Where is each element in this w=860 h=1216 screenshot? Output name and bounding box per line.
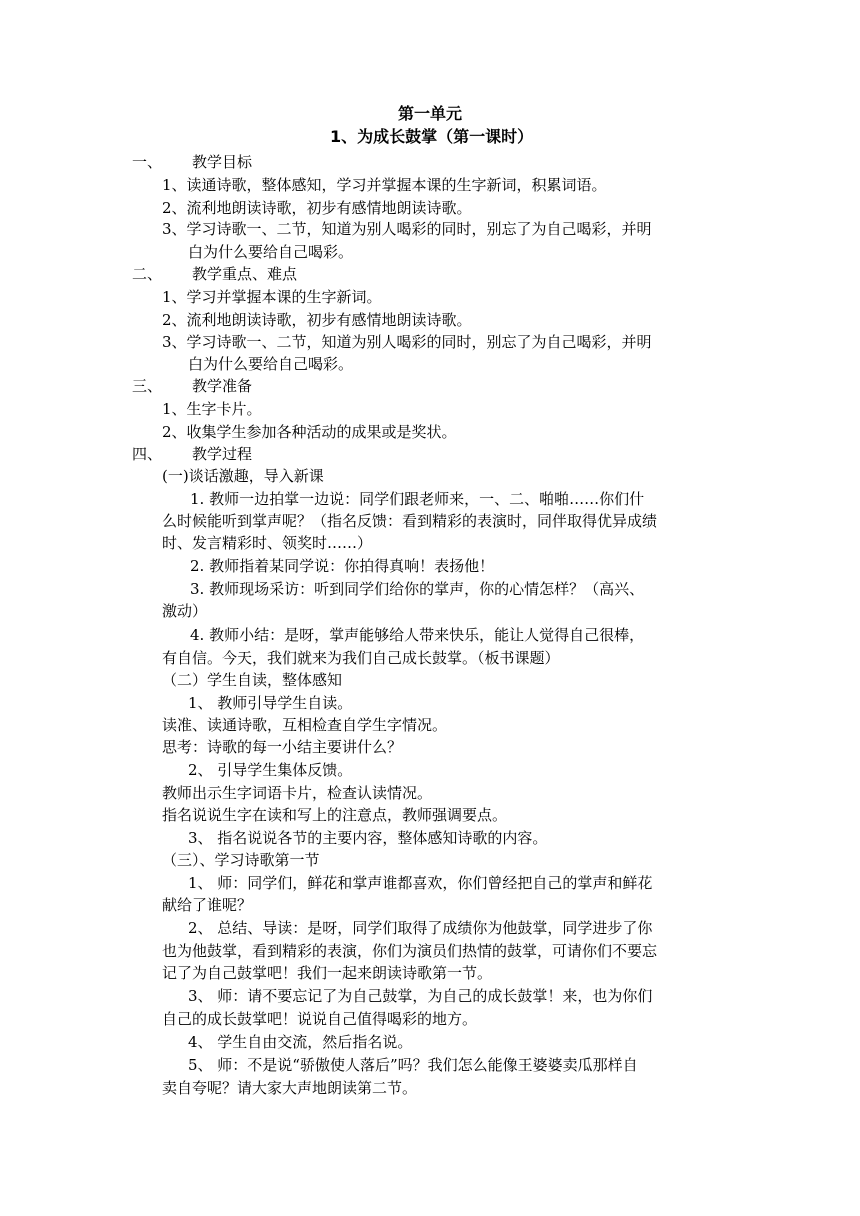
text-line: 3、 师：请不要忘记了为自己鼓掌，为自己的成长鼓掌！来，也为你们: [188, 987, 653, 1005]
text-line: 2、 引导学生集体反馈。: [188, 761, 353, 779]
text-line: 5、 师：不是说“骄傲使人落后”吗？我们怎么能像王婆婆卖瓜那样自: [188, 1056, 638, 1074]
section-heading-process: [132, 444, 252, 464]
text-line: 激动）: [162, 602, 208, 620]
text-line: 卖自夸呢？请大家大声地朗读第二节。: [162, 1079, 418, 1097]
text-line: 么时候能听到掌声呢？（指名反馈：看到精彩的表演时，同伴取得优异成绩: [162, 512, 658, 530]
text-line: 有自信。今天，我们就来为我们自己成长鼓掌。（板书课题）: [162, 649, 560, 667]
subheading: (一)谈话激趣，导入新课: [162, 467, 324, 485]
text-line: 也为他鼓掌，看到精彩的表演，你们为演员们热情的鼓掌，可请你们不要忘: [162, 942, 658, 960]
text-line: 2、收集学生参加各种活动的成果或是奖状。: [162, 423, 457, 441]
text-line: 思考：诗歌的每一小结主要讲什么？: [162, 738, 403, 756]
section-heading-key-points: [132, 264, 297, 284]
text-line: 2、流利地朗读诗歌，初步有感情地朗读诗歌。: [162, 199, 472, 217]
section-title: 教学过程: [192, 445, 253, 463]
section-title: 教学重点、难点: [192, 265, 298, 283]
subheading: （三）、学习诗歌第一节: [162, 851, 320, 869]
text-line: 2、 总结、导读：是呀，同学们取得了成绩你为他鼓掌，同学进步了你: [188, 919, 653, 937]
section-title: 教学目标: [192, 153, 253, 171]
text-line: 2、流利地朗读诗歌，初步有感情地朗读诗歌。: [162, 311, 472, 329]
subheading: （二）学生自读，整体感知: [162, 671, 343, 689]
text-line: 1、 教师引导学生自读。: [188, 694, 353, 712]
text-line: 1. 教师一边拍掌一边说：同学们跟老师来，一、二、啪啪……你们什: [190, 490, 645, 508]
text-line: 记了为自己鼓掌吧！我们一起来朗读诗歌第一节。: [162, 964, 493, 982]
section-heading-preparation: [132, 376, 252, 396]
section-heading-goals: [132, 152, 252, 172]
text-line: 教师出示生字词语卡片，检查认读情况。: [162, 784, 433, 802]
lesson-title: 1、为成长鼓掌（第一课时）: [330, 127, 534, 146]
text-line: 1、 师：同学们，鲜花和掌声谁都喜欢，你们曾经把自己的掌声和鲜花: [188, 874, 653, 892]
text-line: 白为什么要给自己喝彩。: [188, 355, 354, 373]
text-line: 4、 学生自由交流，然后指名说。: [188, 1033, 413, 1051]
section-number: 二、: [132, 265, 163, 283]
section-number: 四、: [132, 445, 163, 463]
text-line: 时、发言精彩时、领奖时……）: [162, 534, 373, 552]
text-line: 白为什么要给自己喝彩。: [188, 243, 354, 261]
text-line: 献给了谁呢？: [162, 896, 253, 914]
section-title: 教学准备: [192, 377, 253, 395]
section-number: 一、: [132, 153, 163, 171]
text-line: 1、生字卡片。: [162, 400, 262, 418]
text-line: 1、学习并掌握本课的生字新词。: [162, 288, 382, 306]
text-line: 3、学习诗歌一、二节，知道为别人喝彩的同时，别忘了为自己喝彩，并明: [162, 333, 652, 351]
text-line: 自己的成长鼓掌吧！说说自己值得喝彩的地方。: [162, 1010, 478, 1028]
text-line: 3. 教师现场采访：听到同学们给你的掌声，你的心情怎样？（高兴、: [190, 580, 645, 598]
unit-title: 第一单元: [398, 104, 463, 123]
text-line: 3、学习诗歌一、二节，知道为别人喝彩的同时，别忘了为自己喝彩，并明: [162, 220, 652, 238]
text-line: 指名说说生字在读和写上的注意点，教师强调要点。: [162, 806, 508, 824]
text-line: 2. 教师指着某同学说：你拍得真响！表扬他！: [190, 557, 495, 575]
text-line: 3、 指名说说各节的主要内容，整体感知诗歌的内容。: [188, 829, 548, 847]
text-line: 4. 教师小结：是呀，掌声能够给人带来快乐，能让人觉得自己很棒，: [190, 626, 645, 644]
section-number: 三、: [132, 377, 163, 395]
text-line: 读准、读通诗歌，互相检查自学生字情况。: [162, 716, 448, 734]
text-line: 1、读通诗歌，整体感知，学习并掌握本课的生字新词，积累词语。: [162, 176, 607, 194]
